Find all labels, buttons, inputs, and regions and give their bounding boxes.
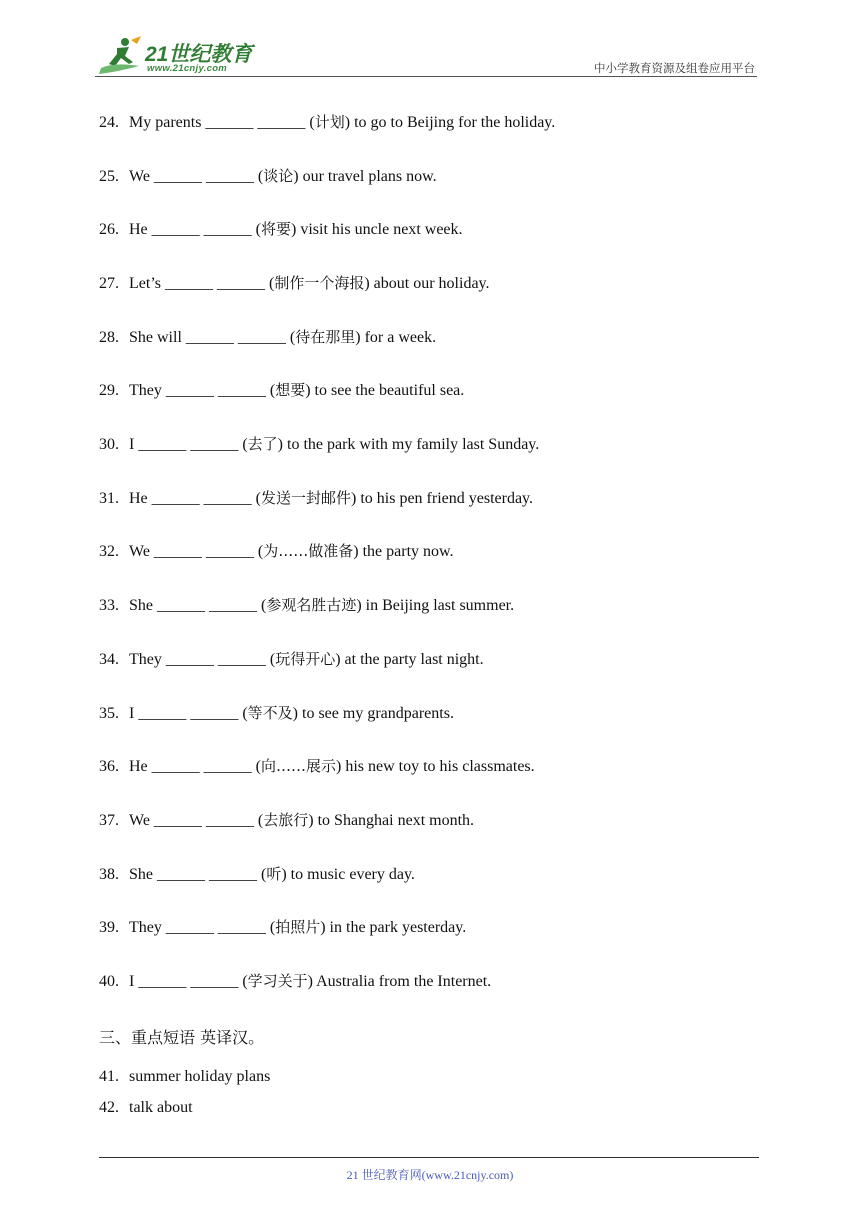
question-item: 32. We ______ ______ (为……做准备) the party now. bbox=[99, 542, 454, 560]
question-item: 26. He ______ ______ (将要) visit his uncle next week. bbox=[99, 220, 463, 238]
question-item: 40. I ______ ______ (学习关于) Australia from the Internet. bbox=[99, 972, 492, 990]
question-item: 34. They ______ ______ (玩得开心) at the party last night. bbox=[99, 650, 484, 668]
question-item: 28. She will ______ ______ (待在那里) for a week. bbox=[99, 328, 437, 346]
question-item: 29. They ______ ______ (想要) to see the beautiful sea. bbox=[99, 381, 465, 399]
question-item: 30. I ______ ______ (去了) to the park with my family last Sunday. bbox=[99, 435, 540, 453]
footer-divider bbox=[99, 1157, 759, 1158]
page-header bbox=[95, 36, 757, 78]
runner-logo-icon bbox=[95, 36, 143, 76]
question-item: 37. We ______ ______ (去旅行) to Shanghai next month. bbox=[99, 811, 475, 829]
question-item: 25. We ______ ______ (谈论) our travel plans now. bbox=[99, 167, 437, 185]
question-item: 39. They ______ ______ (拍照片) in the park yesterday. bbox=[99, 918, 467, 936]
question-item: 35. I ______ ______ (等不及) to see my grandparents. bbox=[99, 704, 454, 722]
header-divider bbox=[95, 76, 757, 77]
logo bbox=[95, 36, 265, 76]
logo-url: www.21cnjy.com bbox=[147, 63, 228, 74]
footer-text: 21 世纪教育网(www.21cnjy.com) bbox=[346, 1168, 514, 1182]
question-item: 36. He ______ ______ (向……展示) his new toy to his classmates. bbox=[99, 757, 535, 775]
question-item: 27. Let’s ______ ______ (制作一个海报) about our holiday. bbox=[99, 274, 490, 292]
logo-text: 21世纪教育 bbox=[145, 43, 253, 66]
question-item: 31. He ______ ______ (发送一封邮件) to his pen friend yesterday. bbox=[99, 489, 534, 507]
question-item: 33. She ______ ______ (参观名胜古迹) in Beijing last summer. bbox=[99, 596, 515, 614]
question-item: 38. She ______ ______ (听) to music every day. bbox=[99, 865, 415, 883]
section-heading: 三、重点短语 英译汉。 bbox=[99, 1028, 265, 1047]
platform-name: 中小学教育资源及组卷应用平台 bbox=[594, 61, 755, 75]
phrase-item: 42. talk about bbox=[99, 1099, 193, 1116]
question-item: 24. My parents ______ ______ (计划) to go to Beijing for the holiday. bbox=[99, 113, 556, 131]
phrase-item: 41. summer holiday plans bbox=[99, 1068, 271, 1085]
